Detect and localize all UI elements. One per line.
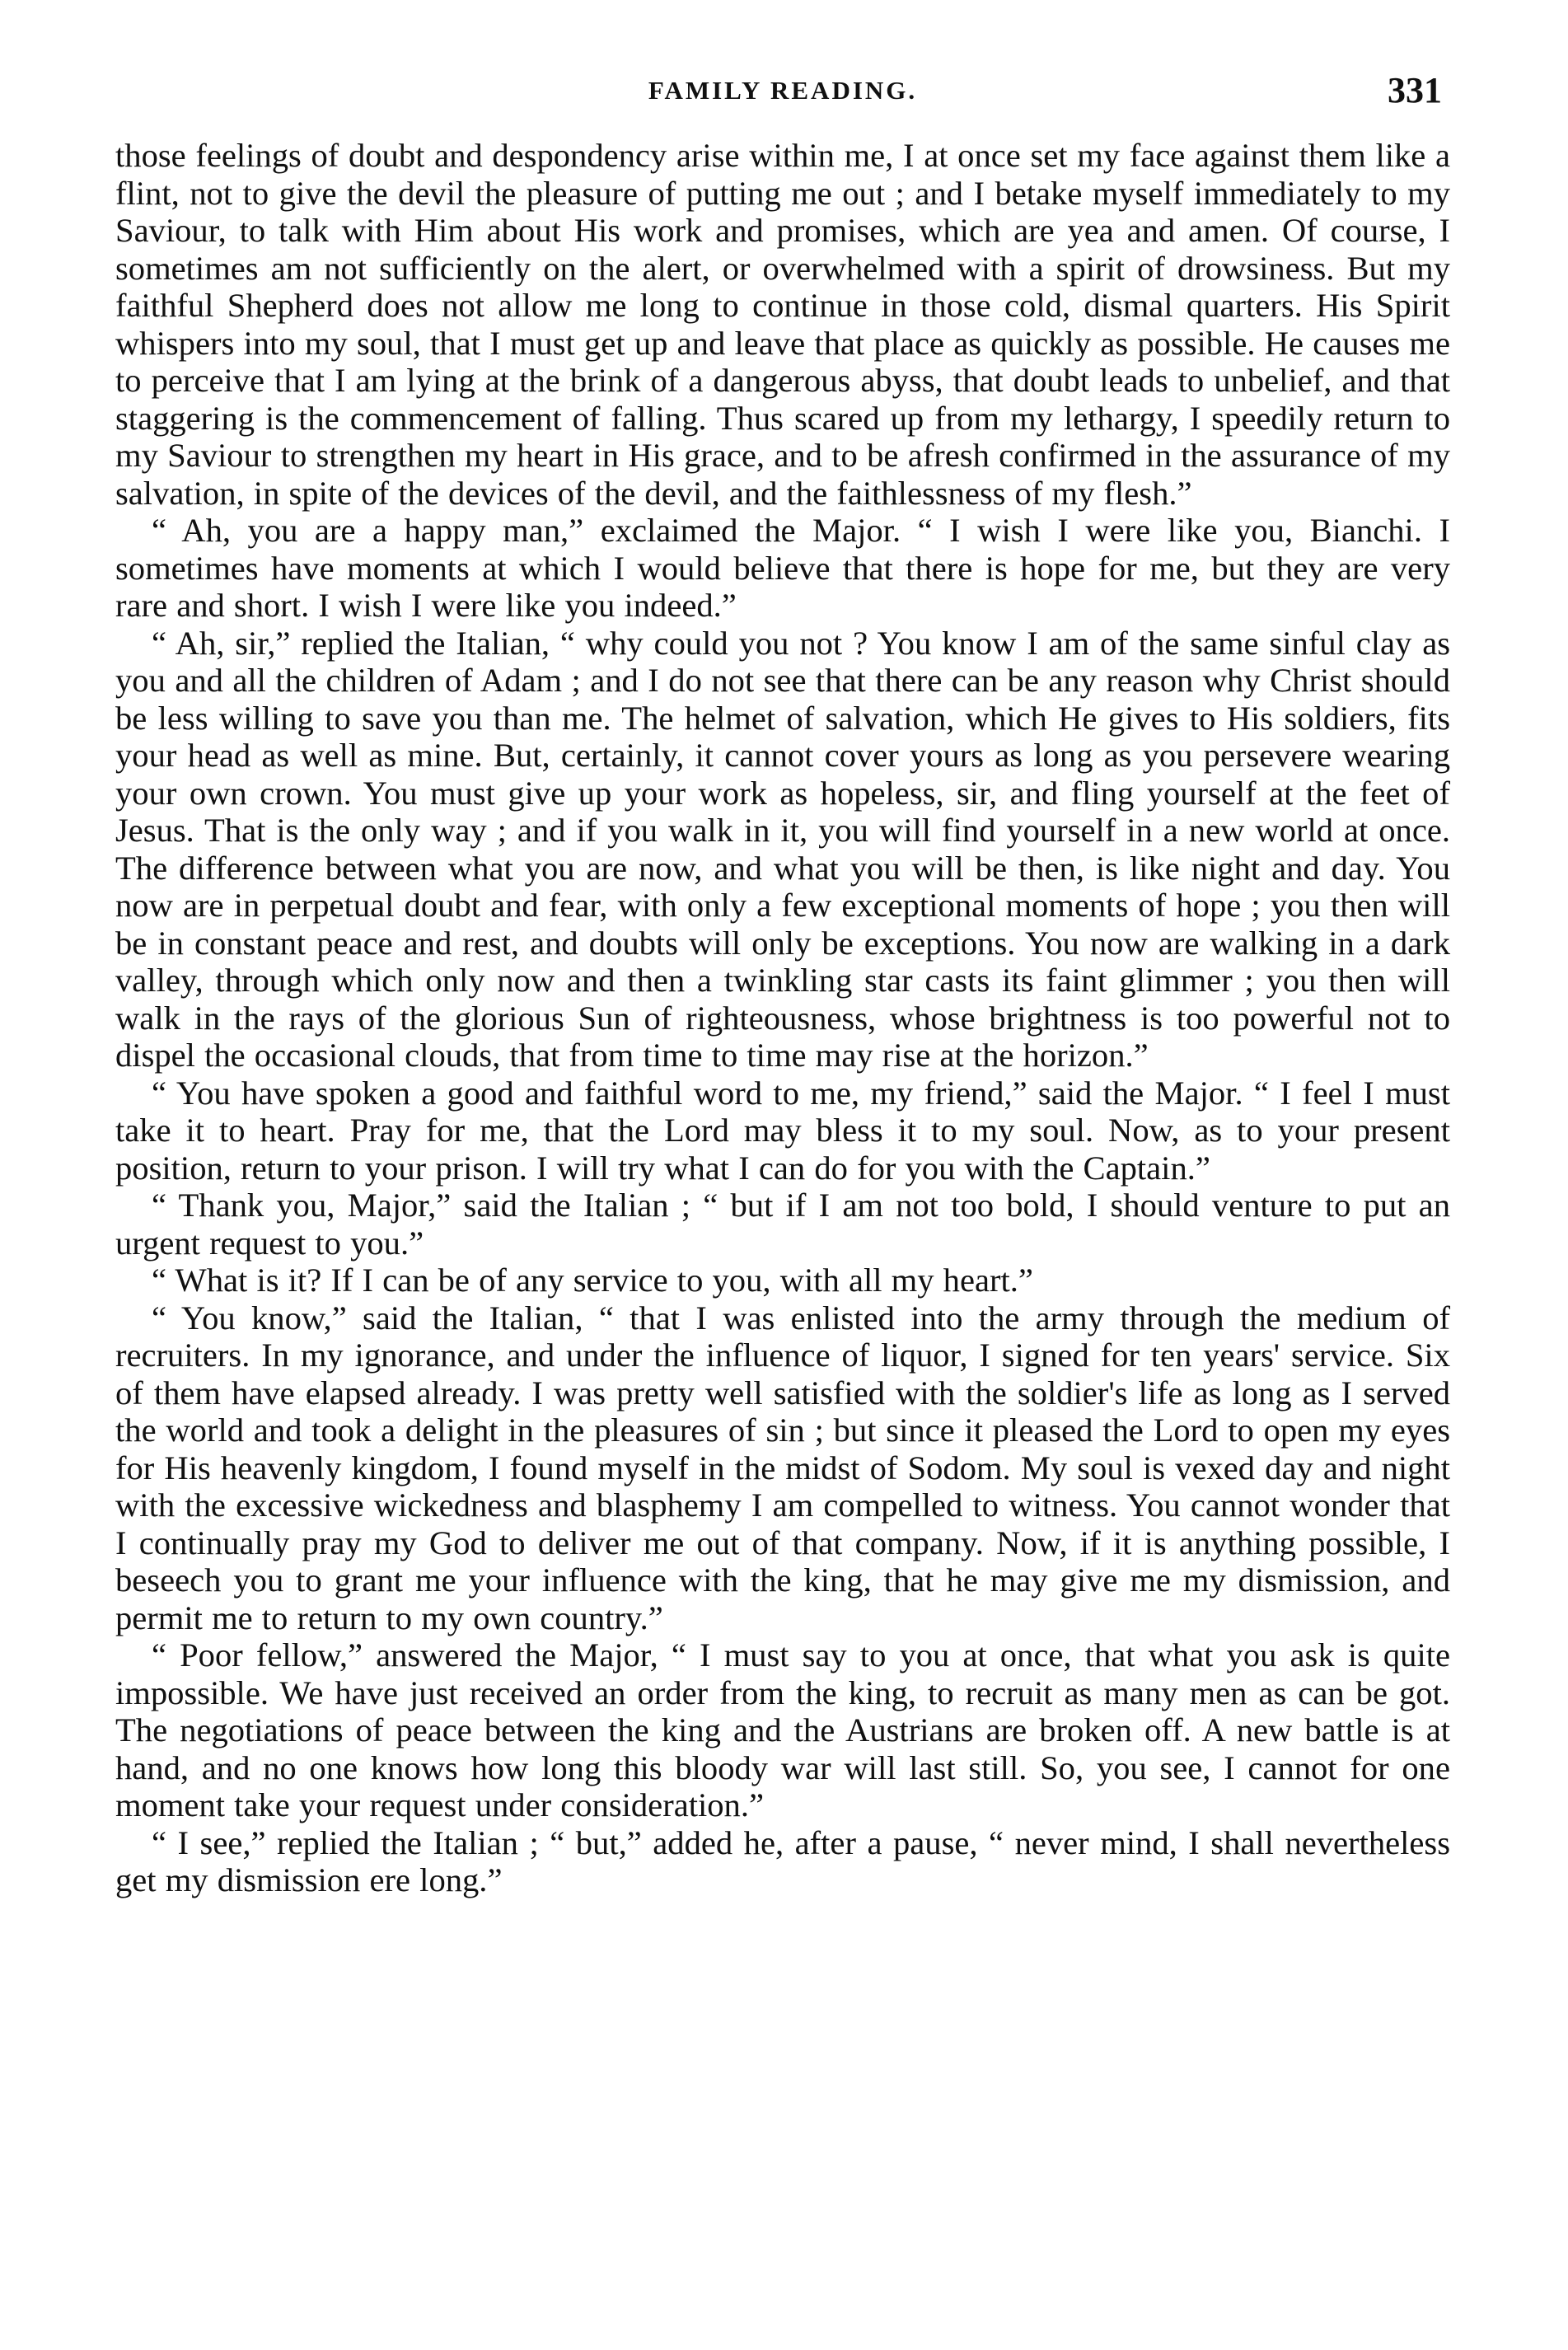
paragraph: “ Thank you, Major,” said the Italian ; “ but if I am not too bold, I should venture to put an urgent request to you.”: [115, 1187, 1450, 1262]
paragraph: “ You have spoken a good and faithful word to me, my friend,” said the Major. “ I feel I must take it to heart. Pray for me, that the Lord may bless it to my soul. Now, as to your present position, return to your prison. I will try what I can do for you with the Captain.”: [115, 1074, 1450, 1187]
page-header: [115, 69, 1450, 137]
paragraph: “ Ah, you are a happy man,” exclaimed the Major. “ I wish I were like you, Bianchi. I sometimes have moments at which I would believe that there is hope for me, but they are very rare and short. I wish I were like you indeed.”: [115, 512, 1450, 624]
paragraph: “ Ah, sir,” replied the Italian, “ why could you not ? You know I am of the same sinful clay as you and all the children of Adam ; and I do not see that there can be any reason why Christ should be less willing to save you than me. The helmet of salvation, which He gives to His soldiers, fits your head as well as mine. But, certainly, it cannot cover yours as long as you persevere wearing your own crown. You must give up your work as hopeless, sir, and fling yourself at the feet of Jesus. That is the only way ; and if you walk in it, you will find yourself in a new world at once. The difference between what you are now, and what you will be then, is like night and day. You now are in perpetual doubt and fear, with only a few exceptional moments of hope ; you then will be in constant peace and rest, and doubts will only be exceptions. You now are walking in a dark valley, through which only now and then a twinkling star casts its faint glimmer ; you then will walk in the rays of the glorious Sun of righteousness, whose brightness is too powerful not to dispel the occasional clouds, that from time to time may rise at the horizon.”: [115, 624, 1450, 1074]
running-title: FAMILY READING.: [648, 76, 918, 105]
paragraph: “ I see,” replied the Italian ; “ but,” added he, after a pause, “ never mind, I shall nevertheless get my dismission ere long.”: [115, 1823, 1450, 1898]
body-text: [115, 137, 1450, 1899]
book-page: [115, 69, 1450, 2310]
paragraph-continued: those feelings of doubt and despondency arise within me, I at once set my face against them like a flint, not to give the devil the pleasure of putting me out ; and I betake myself immediately to my Saviour, to talk with Him about His work and promises, which are yea and amen. Of course, I sometimes am not sufficiently on the alert, or overwhelmed with a spirit of drowsiness. But my faithful Shepherd does not allow me long to continue in those cold, dismal quarters. His Spirit whispers into my soul, that I must get up and leave that place as quickly as possible. He causes me to perceive that I am lying at the brink of a dangerous abyss, that doubt leads to unbelief, and that staggering is the commencement of falling. Thus scared up from my lethargy, I speedily return to my Saviour to strengthen my heart in His grace, and to be afresh confirmed in the assurance of my salvation, in spite of the devices of the devil, and the faithlessness of my flesh.”: [115, 137, 1450, 512]
paragraph: “ Poor fellow,” answered the Major, “ I must say to you at once, that what you ask is quite impossible. We have just received an order from the king, to recruit as many men as can be got. The negotiations of peace between the king and the Austrians are broken off. A new battle is at hand, and no one knows how long this bloody war will last still. So, you see, I cannot for one moment take your request under consideration.”: [115, 1636, 1450, 1823]
paragraph: “ What is it? If I can be of any service to you, with all my heart.”: [152, 1262, 1033, 1299]
page-number: 331: [1388, 70, 1442, 110]
paragraph: “ You know,” said the Italian, “ that I was enlisted into the army through the medium of recruiters. In my ignorance, and under the influence of liquor, I signed for ten years' service. Six of them have elapsed already. I was pretty well satisfied with the soldier's life as long as I served the world and took a delight in the pleasures of sin ; but since it pleased the Lord to open my eyes for His heavenly kingdom, I found myself in the midst of Sodom. My soul is vexed day and night with the excessive wickedness and blasphemy I am compelled to witness. You cannot wonder that I continually pray my God to deliver me out of that company. Now, if it is anything possible, I beseech you to grant me your influence with the king, that he may give me my dismission, and permit me to return to my own country.”: [115, 1299, 1450, 1636]
